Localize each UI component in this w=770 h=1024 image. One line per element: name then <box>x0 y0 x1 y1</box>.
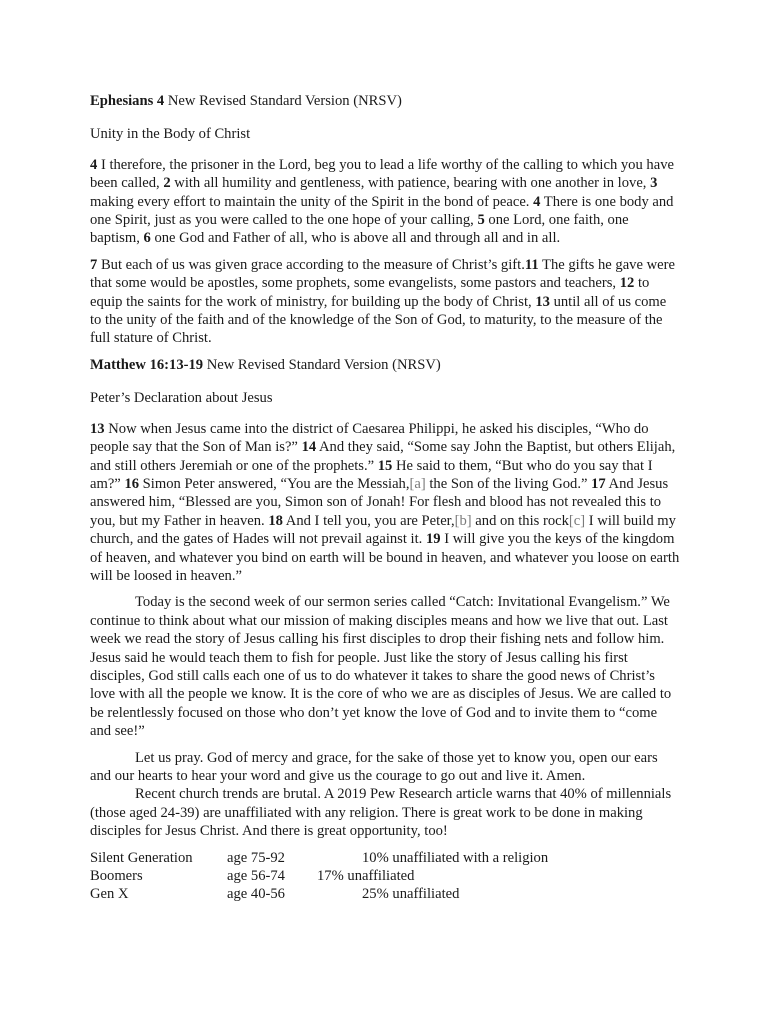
document-page <box>90 92 680 904</box>
verse-number: 11 <box>524 256 539 273</box>
ephesians-heading <box>90 92 680 110</box>
verse-number: 13 <box>90 420 105 437</box>
verse-number: 19 <box>425 531 441 548</box>
verse-text: But each of us was given grace according to the measure of Christ’s gift. <box>97 256 525 273</box>
ephesians-section-title: Unity in the Body of Christ <box>90 126 251 143</box>
verse-number: 14 <box>301 439 317 456</box>
verse-number: 4 <box>533 193 541 210</box>
ephesians-version: New Revised Standard Version (NRSV) <box>164 93 402 109</box>
verse-number: 15 <box>377 457 393 474</box>
generation-stat: 10% unaffiliated with a religion <box>362 849 549 866</box>
footnote-link-c[interactable]: [c] <box>568 512 586 529</box>
verse-text: There is one body and one Spirit, just as you were called to the one hope of your calling, <box>90 193 674 229</box>
verse-text: making every effort to maintain the unity of the Spirit in the bond of peace. <box>90 193 534 210</box>
matthew-reference: Matthew 16:13-19 <box>90 356 204 373</box>
verse-text: He said to them, “But who do you say that I am?” <box>90 457 653 492</box>
generation-name: Boomers <box>90 868 143 885</box>
verse-text: And Jesus answered him, “Blessed are you, Simon son of Jonah! For flesh and blood has not revealed this to you, but my Father in heaven. <box>90 475 669 529</box>
matthew-version: New Revised Standard Version (NRSV) <box>203 356 441 373</box>
verse-number: 4 <box>90 156 98 173</box>
verse-number: 13 <box>535 293 550 310</box>
matthew-section-title: Peter’s Declaration about Jesus <box>90 390 273 407</box>
sermon-paragraph-1: Today is the second week of our sermon series called “Catch: Invitational Evangelism.” We continue to think about what our mission of making disciples means and how we live that out. Last week we read the story of Jesus calling his first disciples to drop their fishing nets and follow him. Jesus said he would teach them to fish for people. Just like the story of Jesus calling his first disciples, God still calls each one of us to do whatever it takes to share the good news of Christ’s love with all the people we know. It is the core of who we are as disciples of Jesus. We are called to be relentlessly focused on those who don’t yet know the love of God and to invite them to “come and see!” <box>90 594 672 740</box>
verse-number: 5 <box>477 212 485 229</box>
verse-text: with all humility and gentleness, with patience, bearing with one another in love, <box>170 175 651 192</box>
generation-stat: 25% unaffiliated <box>362 886 460 903</box>
generation-age: age 75-92 <box>227 849 285 866</box>
ephesians-paragraph-1 <box>90 156 680 248</box>
verse-text: one Lord, one faith, one baptism, <box>90 212 629 247</box>
verse-text: Simon Peter answered, “You are the Messiah, <box>139 475 410 492</box>
verse-number: 3 <box>650 175 658 192</box>
verse-number: 18 <box>268 512 283 529</box>
verse-number: 17 <box>591 475 606 492</box>
generation-name: Gen X <box>90 886 129 903</box>
footnote-link-a[interactable]: [a] <box>409 475 426 492</box>
verse-text: one God and Father of all, who is above all and through all and in all. <box>150 230 561 247</box>
sermon-paragraph-3: Recent church trends are brutal. A 2019 Pew Research article warns that 40% of millennials (those aged 24-39) are unaffiliated with any religion. There is great work to be done in making disciples for Jesus Christ. And there is great opportunity, too! <box>90 786 672 840</box>
verse-number: 2 <box>163 175 171 192</box>
generation-row <box>90 849 680 867</box>
verse-text: until all of us come to the unity of the faith and of the knowledge of the Son of God, to maturity, to the measure of the full stature of Christ. <box>90 293 667 347</box>
verse-text: The gifts he gave were that some would be apostles, some prophets, some evangelists, some pastors and teachers, <box>90 256 675 292</box>
footnote-link-b[interactable]: [b] <box>454 512 472 529</box>
ephesians-reference: Ephesians 4 <box>90 93 165 109</box>
verse-number: 6 <box>143 230 151 247</box>
verse-text: And I tell you, you are Peter, <box>282 512 455 529</box>
verse-text: the Son of the living God.” <box>425 475 592 492</box>
generation-row <box>90 867 680 885</box>
verse-number: 16 <box>124 475 140 492</box>
verse-text: And they said, “Some say John the Baptist, but others Elijah, and still others Jeremiah or one of the prophets.” <box>90 439 676 474</box>
generation-stat: 17% unaffiliated <box>317 868 415 885</box>
verse-text: to equip the saints for the work of ministry, for building up the body of Christ, <box>90 275 650 310</box>
verse-text: Now when Jesus came into the district of Caesarea Philippi, he asked his disciples, “Who do people say that the Son of Man is?” <box>90 420 649 456</box>
generation-age: age 40-56 <box>227 886 285 903</box>
generation-age: age 56-74 <box>227 868 285 885</box>
matthew-paragraph <box>90 420 680 586</box>
generation-name: Silent Generation <box>90 849 193 866</box>
ephesians-paragraph-2 <box>90 256 680 348</box>
verse-text: I therefore, the prisoner in the Lord, beg you to lead a life worthy of the calling to which you have been called, <box>90 156 674 192</box>
verse-number: 12 <box>619 275 635 292</box>
verse-text: I will build my church, and the gates of Hades will not prevail against it. <box>90 512 676 548</box>
verse-text: and on this rock <box>471 512 569 529</box>
sermon-paragraph-2: Let us pray. God of mercy and grace, for the sake of those yet to know you, open our ears and our hearts to hear your word and give us the courage to go out and live it. Amen. <box>90 749 658 784</box>
verse-text: I will give you the keys of the kingdom of heaven, and whatever you bind on earth will be bound in heaven, and whatever you loose on earth will be loosed in heaven.” <box>90 531 680 584</box>
matthew-heading <box>90 356 680 374</box>
verse-number: 7 <box>90 256 98 273</box>
generation-stats <box>90 849 680 904</box>
generation-row <box>90 885 680 903</box>
